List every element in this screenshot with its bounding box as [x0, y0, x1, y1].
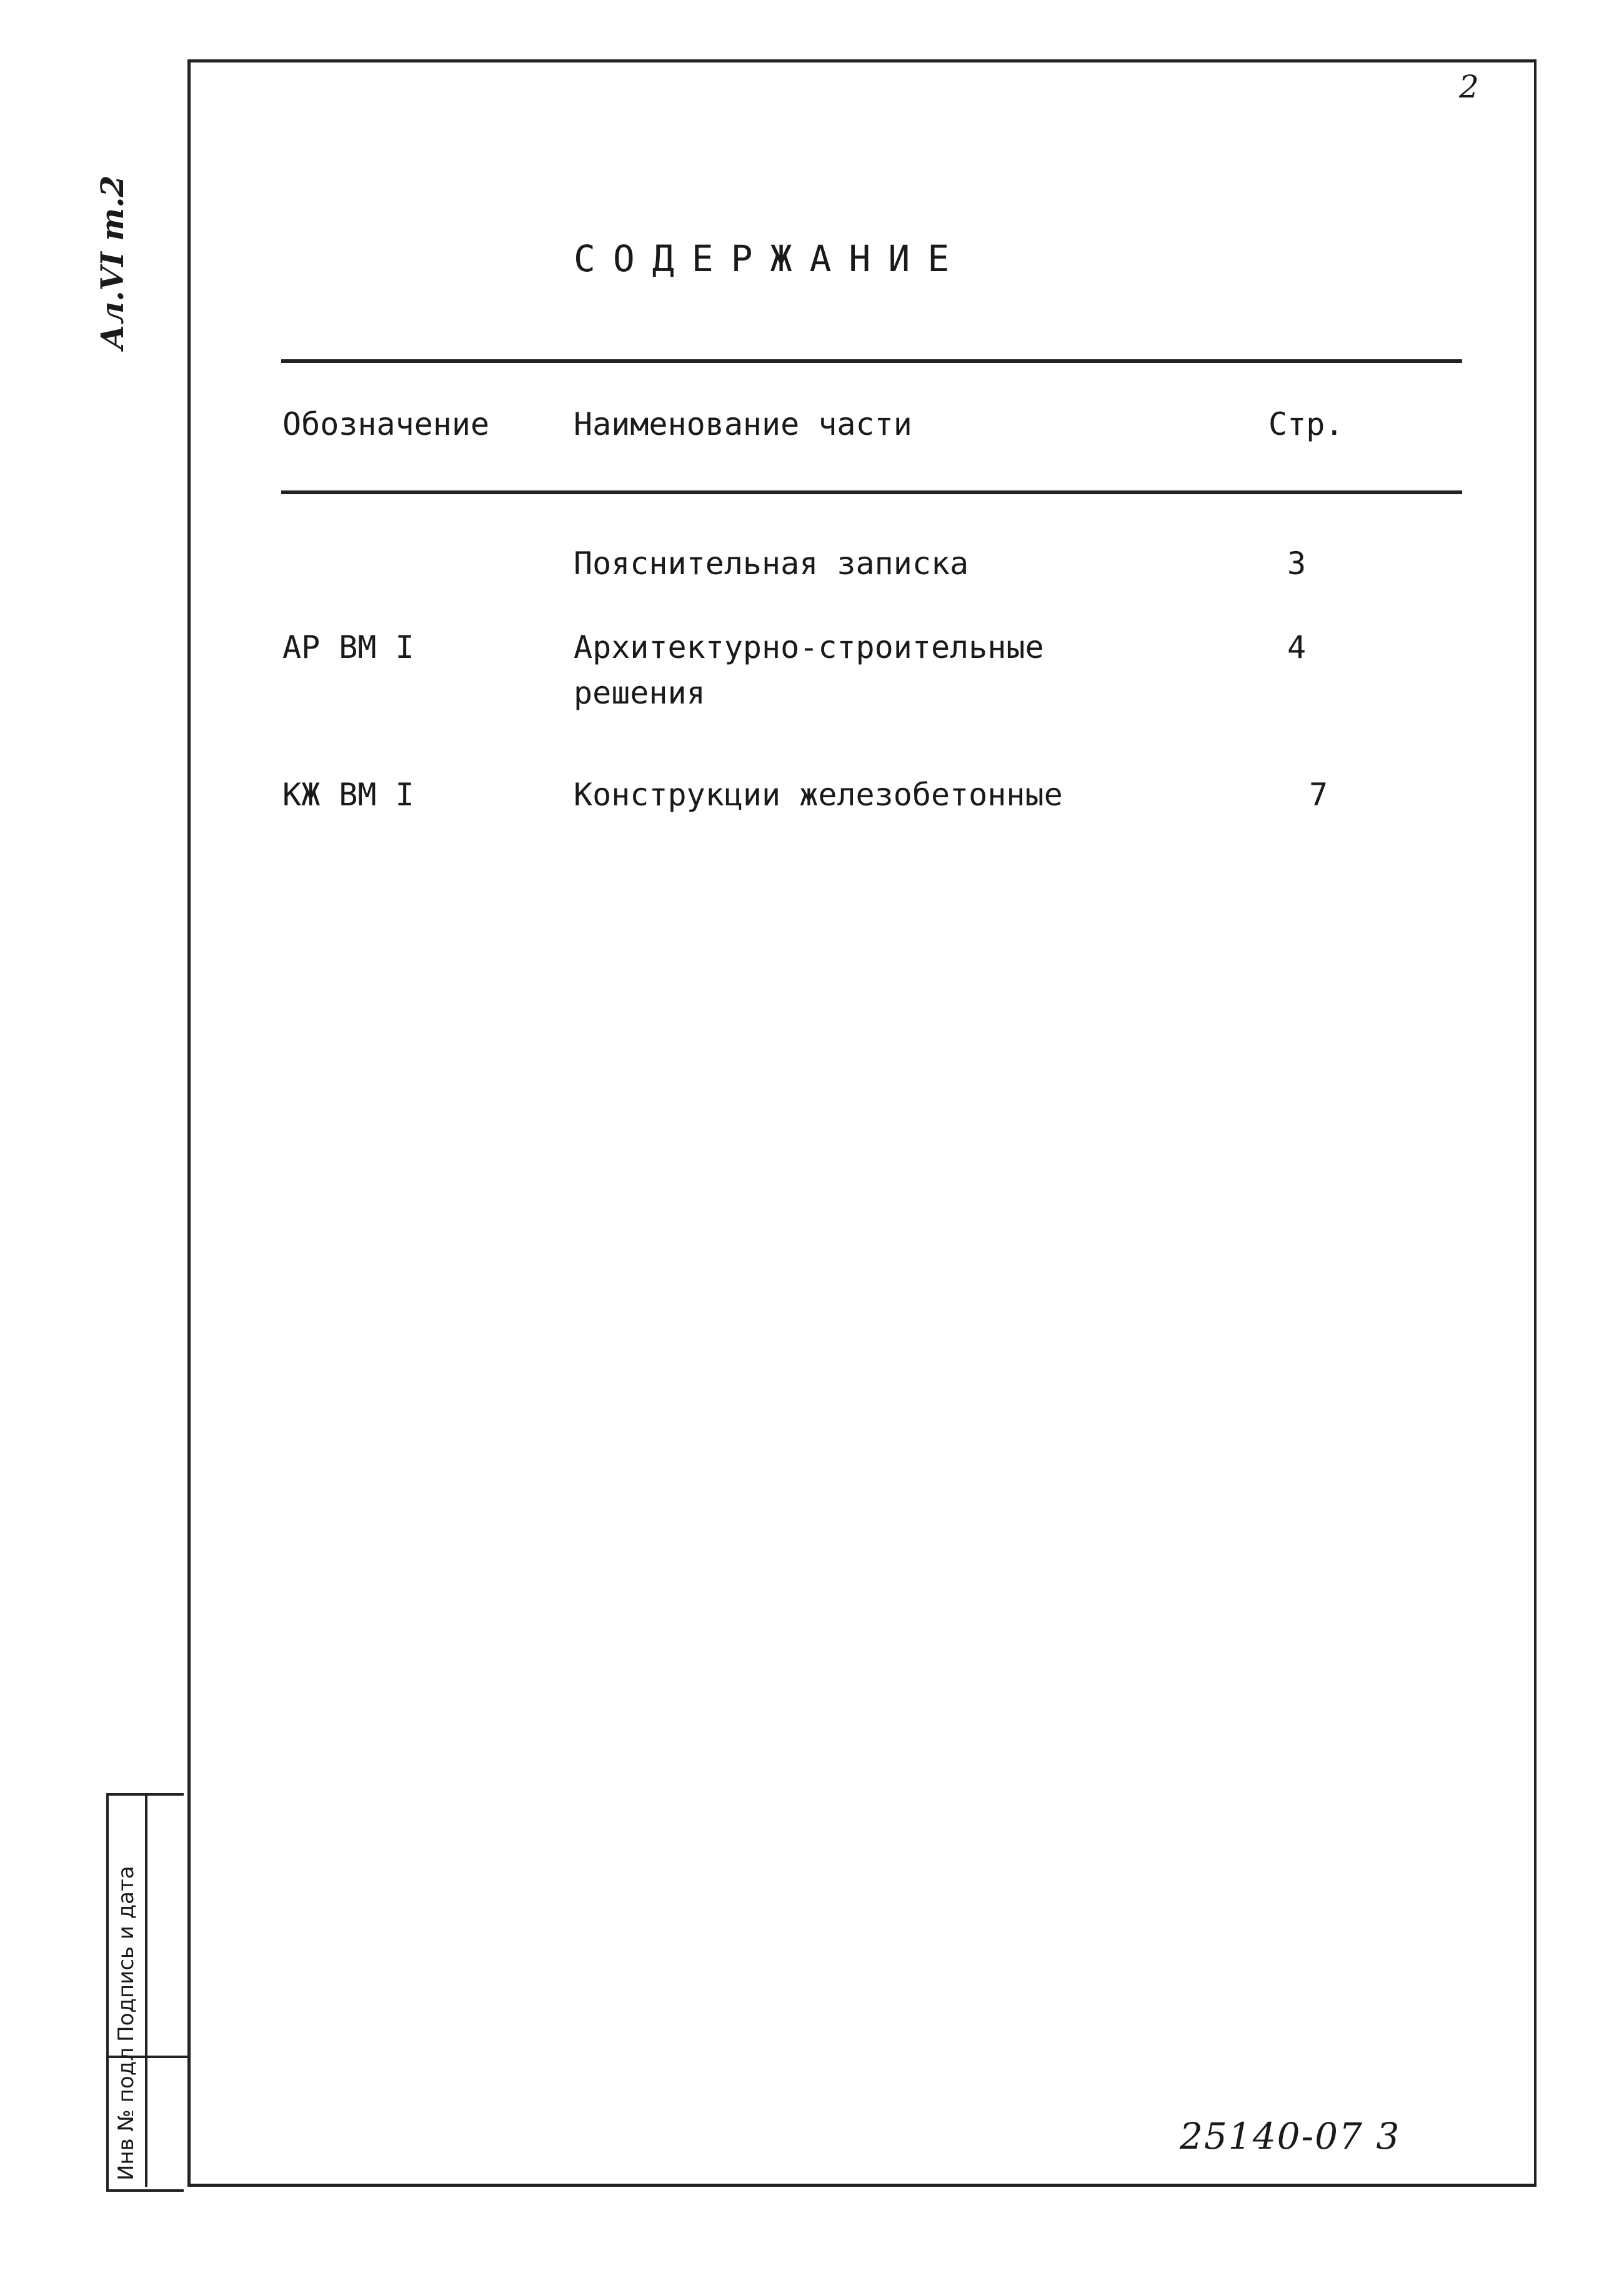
table-top-rule — [281, 359, 1462, 363]
row-page: 3 — [1287, 545, 1307, 582]
row-name: Архитектурно-строительные — [574, 629, 1044, 665]
stamp-inventory-label: Инв № подл — [114, 2047, 139, 2181]
table-header-rule — [281, 490, 1462, 494]
header-code: Обозначение — [282, 406, 490, 442]
header-name: Наименование части — [574, 406, 912, 442]
stamp-signature-label: Подпись и дата — [114, 1866, 139, 2042]
row-name: Пояснительная записка — [574, 545, 969, 582]
row-code: КЖ ВМ I — [282, 777, 414, 813]
stamp-divider — [145, 1793, 147, 2187]
page-title: СОДЕРЖАНИЕ — [574, 237, 967, 280]
row-page: 7 — [1309, 777, 1328, 813]
row-page: 4 — [1287, 629, 1307, 665]
side-note: Ал.VI т.2 — [94, 175, 131, 350]
page-number: 2 — [1459, 69, 1479, 105]
page-frame — [187, 59, 1537, 2187]
row-name: Конструкции железобетонные — [574, 777, 1063, 813]
row-code: АР ВМ I — [282, 629, 414, 665]
header-page: Стр. — [1268, 406, 1344, 442]
row-name-line2: решения — [574, 675, 705, 711]
document-code: 25140-07 3 — [1180, 2115, 1401, 2157]
